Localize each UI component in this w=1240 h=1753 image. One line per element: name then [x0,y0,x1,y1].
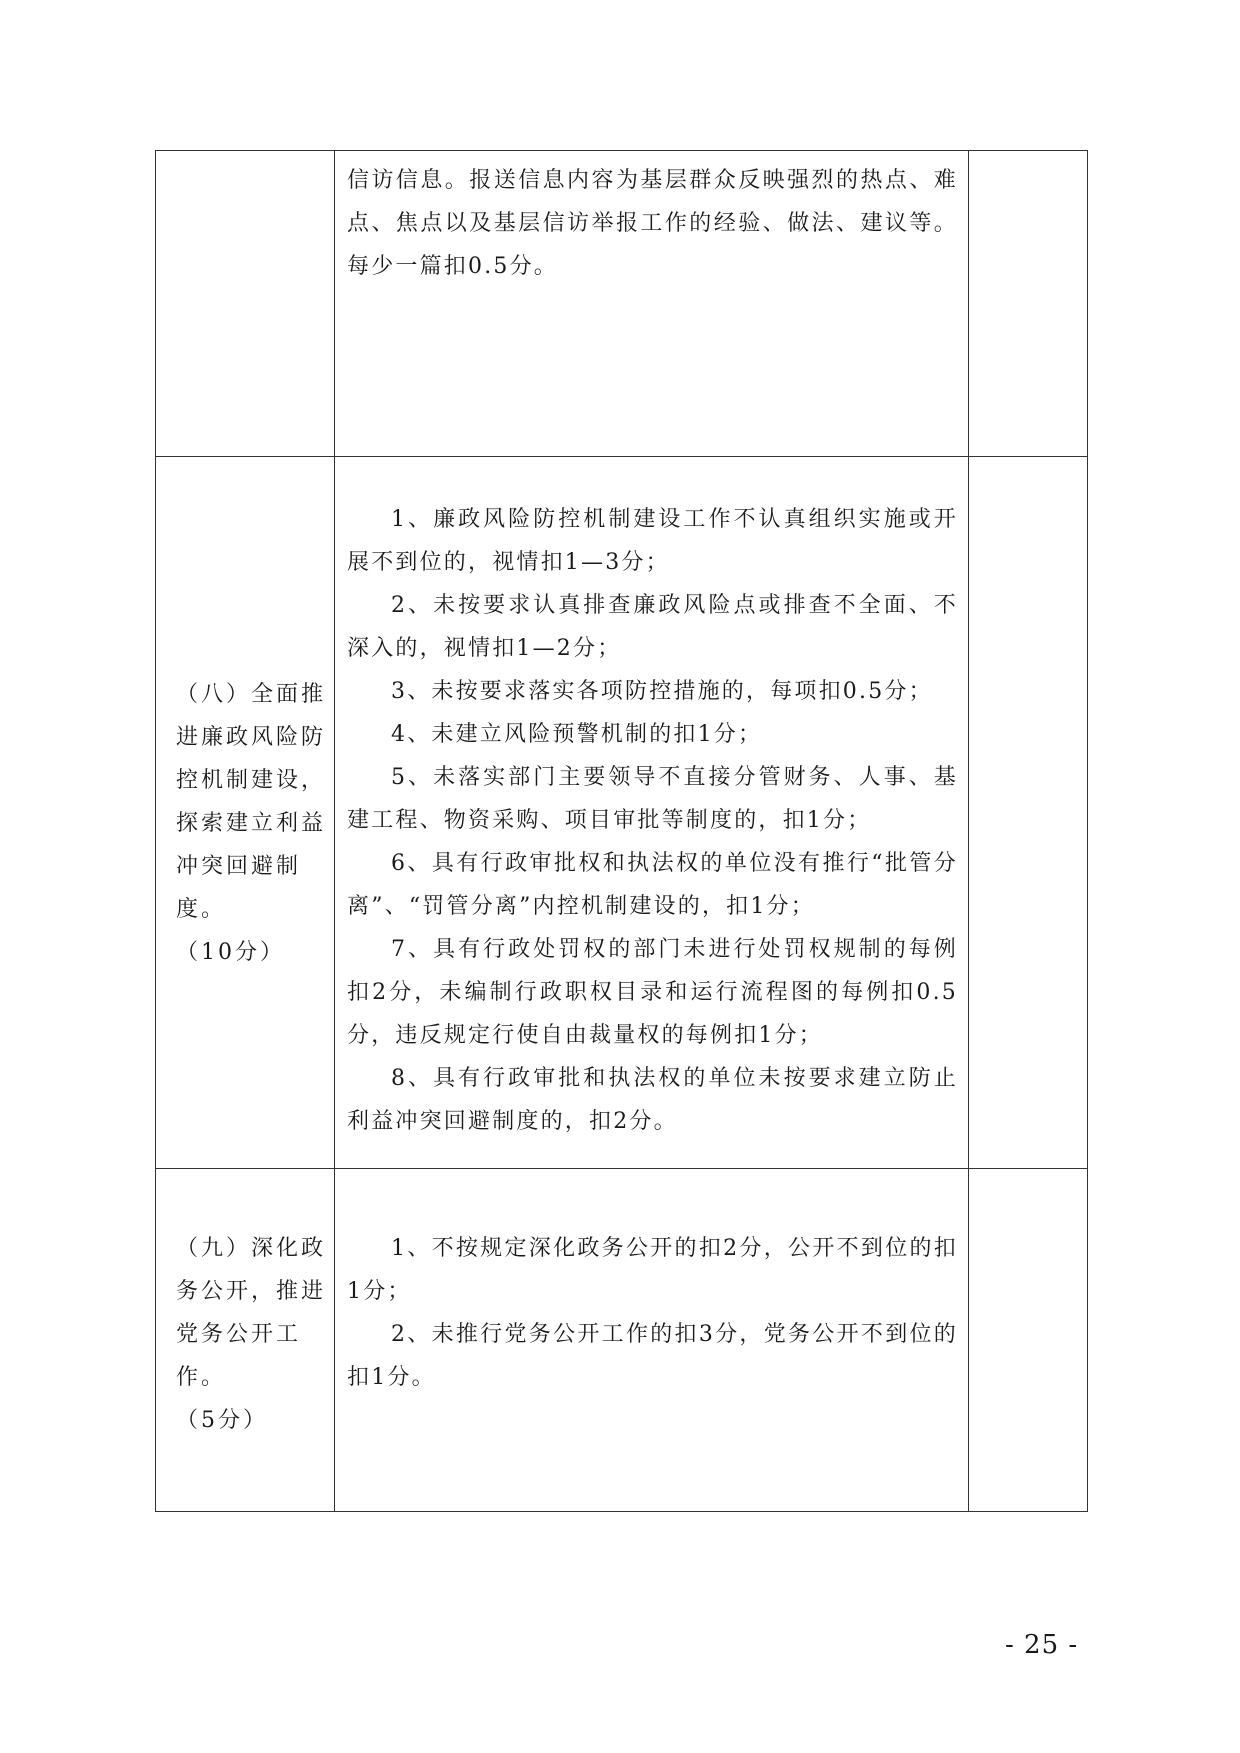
criteria-item: 4、未建立风险预警机制的扣1分； [391,722,763,747]
category-cell [156,1169,335,1512]
category-line: 进廉政风险防 [176,725,327,750]
criteria-item: 7、具有行政处罚权的部门未进行处罚权规制的每例扣2分，未编制行政职权目录和运行流程图的每例扣0.5分，违反规定行使自由裁量权的每例扣1分； [347,937,958,1048]
criteria-item: 6、具有行政审批权和执法权的单位没有推行“批管分离”、“罚管分离”内控机制建设的，扣1分； [347,851,958,919]
category-line: 冲突回避制 [176,854,302,879]
criteria-cell [335,457,969,1169]
category-cell [156,151,335,457]
criteria-item: 1、廉政风险防控机制建设工作不认真组织实施或开展不到位的，视情扣1—3分； [347,507,958,575]
page-number: - 25 - [1005,1630,1079,1660]
criteria-item: 3、未按要求落实各项防控措施的，每项扣0.5分； [391,679,933,704]
criteria-item: 2、未推行党务公开工作的扣3分，党务公开不到位的扣1分。 [347,1322,958,1390]
category-line: 控机制建设， [176,768,327,793]
table-row [156,1169,1088,1512]
criteria-cell [335,151,969,457]
category-cell [156,457,335,1169]
criteria-item: 1、不按规定深化政务公开的扣2分，公开不到位的扣1分； [347,1236,958,1304]
category-score: （5分） [176,1408,268,1433]
category-line: （九）深化政 [176,1236,327,1261]
category-line: 度。 [176,897,227,922]
score-cell [969,151,1088,457]
criteria-item: 5、未落实部门主要领导不直接分管财务、人事、基建工程、物资采购、项目审批等制度的，扣1分； [347,765,958,833]
table-row [156,457,1088,1169]
category-line: （八）全面推 [176,682,327,707]
table-row [156,151,1088,457]
category-line: 党务公开工 [176,1322,302,1347]
category-score: （10分） [176,940,285,965]
criteria-item: 8、具有行政审批和执法权的单位未按要求建立防止利益冲突回避制度的，扣2分。 [347,1066,958,1134]
criteria-cell [335,1169,969,1512]
category-line: 探索建立利益 [176,811,327,836]
category-line: 作。 [176,1365,227,1390]
category-line: 务公开，推进 [176,1279,327,1304]
assessment-table [155,150,1088,1512]
score-cell [969,457,1088,1169]
score-cell [969,1169,1088,1512]
criteria-paragraph: 信访信息。报送信息内容为基层群众反映强烈的热点、难点、焦点以及基层信访举报工作的经验、做法、建议等。每少一篇扣0.5分。 [347,168,958,279]
criteria-item: 2、未按要求认真排查廉政风险点或排查不全面、不深入的，视情扣1—2分； [347,593,958,661]
